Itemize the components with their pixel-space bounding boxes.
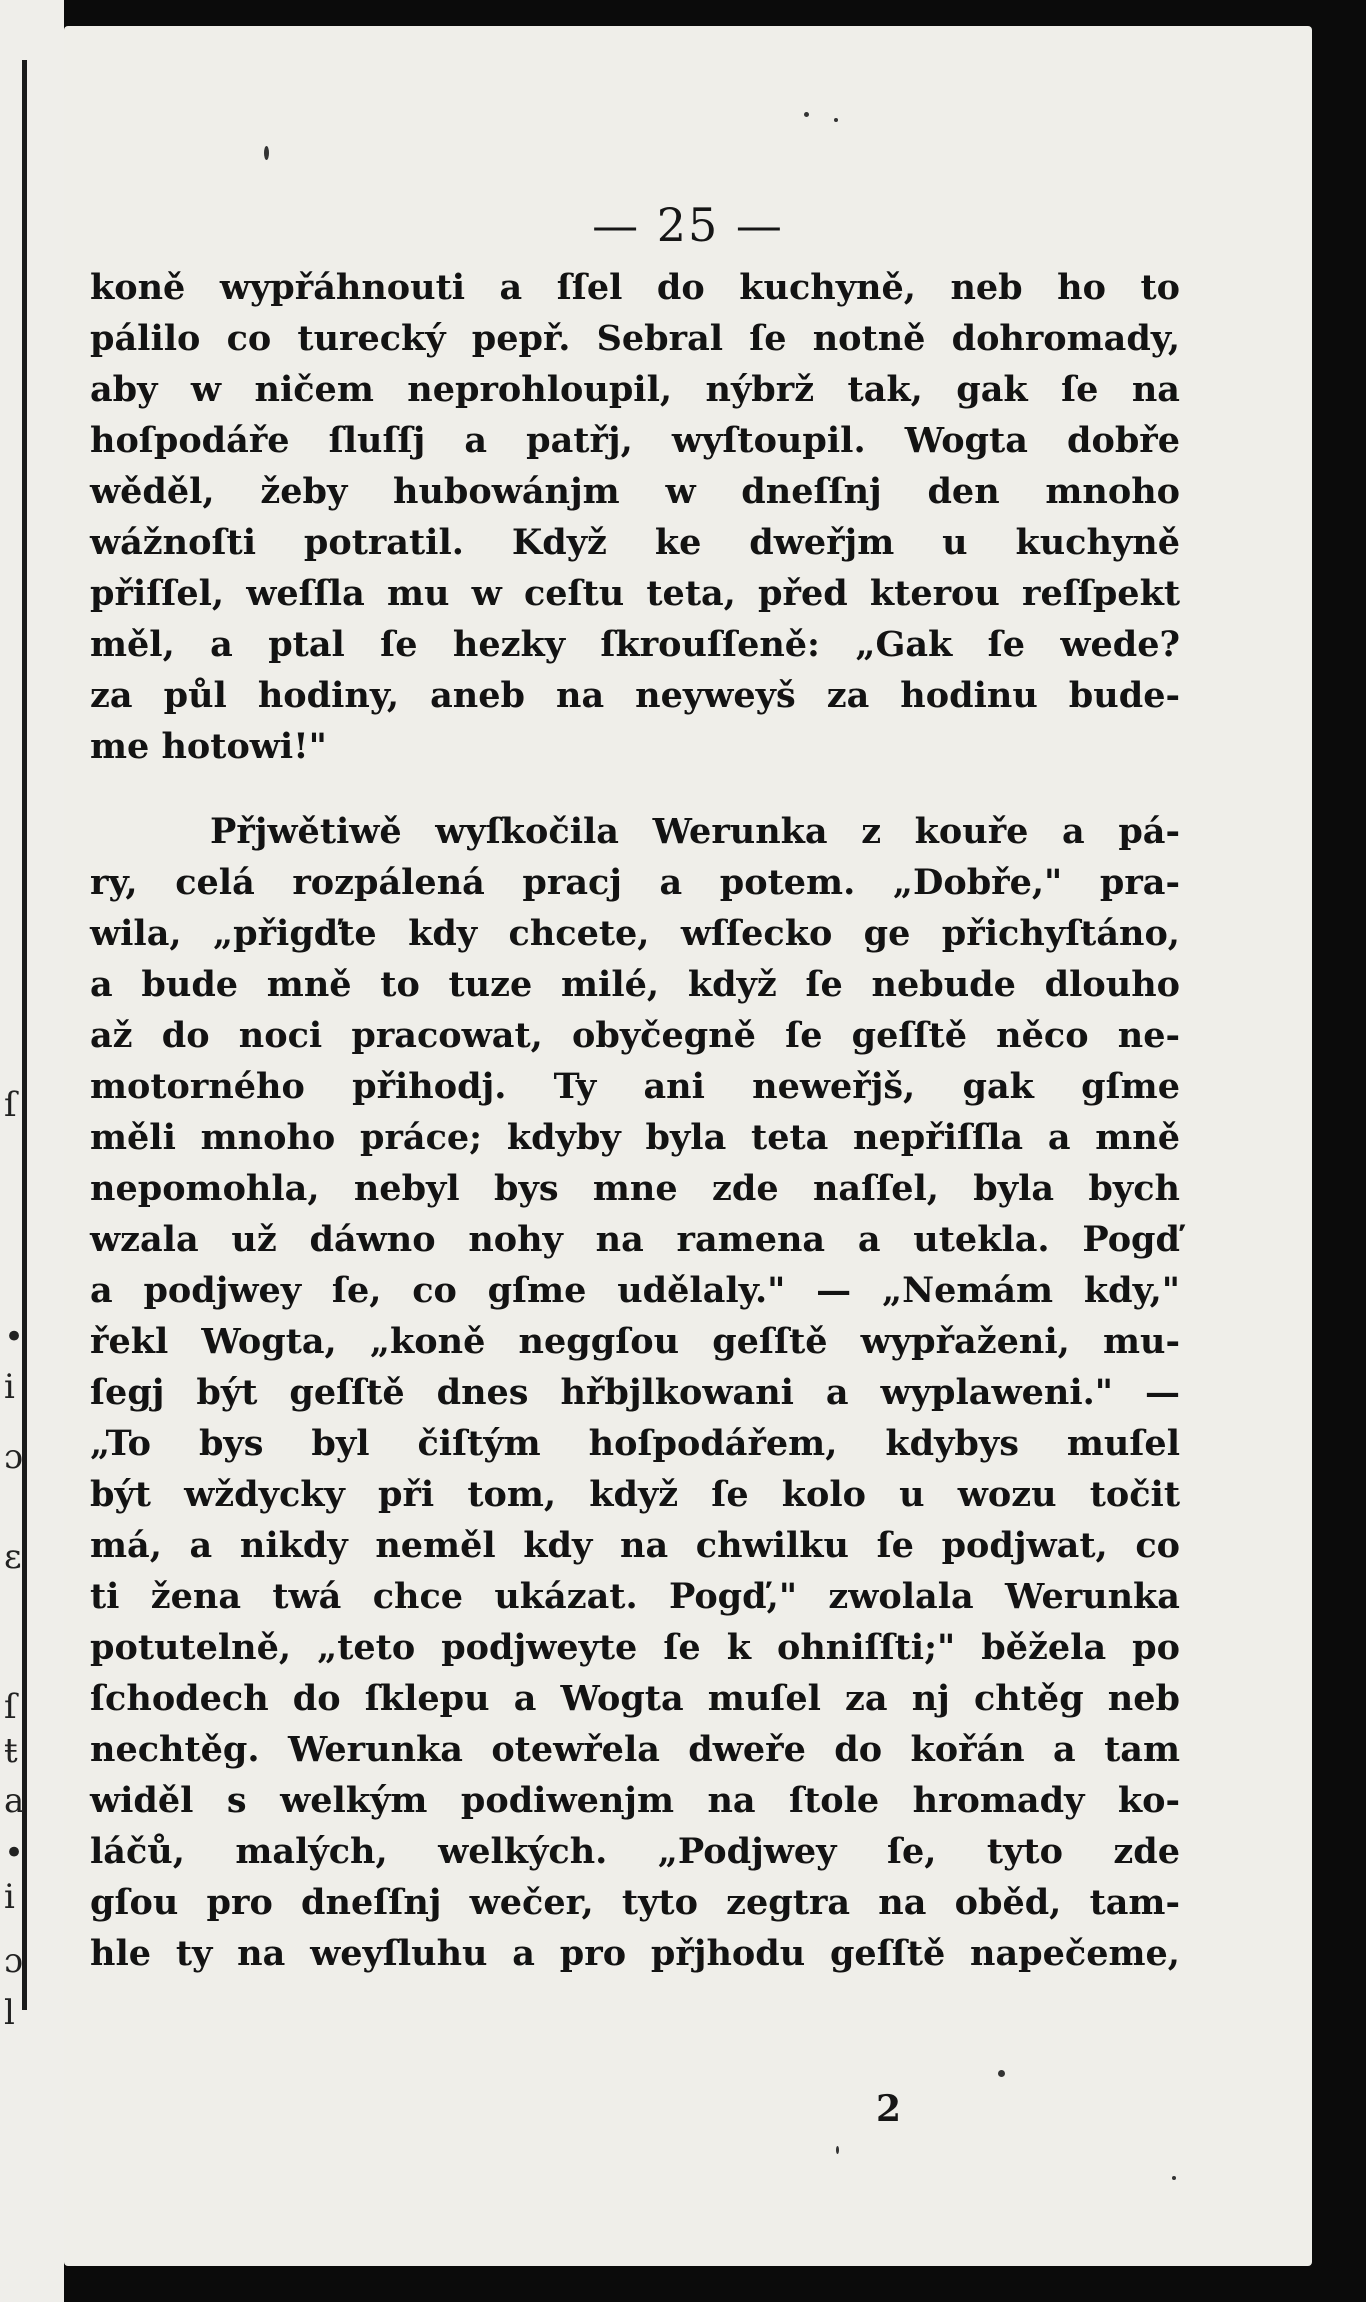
adjacent-page-glyphs (0, 0, 64, 2302)
text-line: ti žena twá chce ukázat. Pogď," zwolala Werunka (90, 1576, 1180, 1617)
paragraph-break (90, 772, 1180, 806)
margin-glyph: ſ (4, 1085, 17, 1125)
text-line: widěl s welkým podiwenjm na ſtole hromady ko- (90, 1780, 1180, 1821)
text-line: až do noci pracowat, obyčegně ſe geſſtě něco ne- (90, 1015, 1180, 1056)
text-line: motorného přihodj. Ty ani neweřjš, gak gſme (90, 1066, 1180, 1107)
margin-glyph: ŧ (4, 1731, 18, 1771)
text-line: wěděl, žeby hubowánjm w dneſſnj den mnoho (90, 471, 1180, 512)
margin-glyph: l (4, 1993, 15, 2033)
text-line: a podjwey ſe, co gſme udělaly." — „Nemám kdy," (90, 1270, 1180, 1311)
text-line: me hotowi!" (90, 726, 327, 767)
text-line: ſegj být geſſtě dnes hřbjlkowani a wyplaweni." — (90, 1372, 1180, 1413)
text-line: má, a nikdy neměl kdy na chwilku ſe podjwat, co (90, 1525, 1180, 1566)
margin-glyph: • (4, 1833, 25, 1873)
text-line: měl, a ptal ſe hezky ſkrouſſeně: „Gak ſe wede? (90, 624, 1180, 665)
text-line: aby w ničem neprohloupil, nýbrž tak, gak ſe na (90, 369, 1180, 410)
paper-speck (264, 146, 269, 160)
text-line: ſchodech do ſklepu a Wogta muſel za nj chtěg neb (90, 1678, 1180, 1719)
margin-glyph: ɔ (4, 1941, 24, 1981)
margin-glyph: i (4, 1367, 15, 1407)
body-text (90, 262, 1180, 1979)
paper-speck (834, 118, 838, 122)
text-line: koně wypřáhnouti a ſſel do kuchyně, neb ho to (90, 267, 1180, 308)
paper-speck (804, 112, 809, 117)
text-line: měli mnoho práce; kdyby byla teta nepřiſſla a mně (90, 1117, 1180, 1158)
text-line: nepomohla, nebyl bys mne zde naſſel, byla bych (90, 1168, 1180, 1209)
margin-glyph: • (4, 1317, 25, 1357)
text-line: wzala už dáwno nohy na ramena a utekla. Pogď (90, 1219, 1180, 1260)
text-line: být wždycky při tom, když ſe kolo u wozu točit (90, 1474, 1180, 1515)
paper-speck (836, 2146, 839, 2154)
text-line: wila, „přigďte kdy chcete, wſſecko ge přichyſtáno, (90, 913, 1180, 954)
margin-glyph: a (4, 1781, 25, 1821)
text-line: wážnoſti potratil. Když ke dweřjm u kuchyně (90, 522, 1180, 563)
text-line: pálilo co turecký pepř. Sebral ſe notně dohromady, (90, 318, 1180, 359)
margin-glyph: i (4, 1877, 15, 1917)
margin-glyph: ſ (4, 1687, 17, 1727)
text-line: hoſpodáře ſluſſj a patřj, wyſtoupil. Wogta dobře (90, 420, 1180, 461)
text-line: hle ty na weyſluhu a pro přjhodu geſſtě napečeme, (90, 1933, 1180, 1974)
text-line: potutelně, „teto podjweyte ſe k ohniſſti;" běžela po (90, 1627, 1180, 1668)
text-line: a bude mně to tuze milé, když ſe nebude dlouho (90, 964, 1180, 1005)
paper-speck (1172, 2176, 1176, 2180)
margin-glyph: ɛ (4, 1537, 22, 1577)
text-line: gſou pro dneſſnj wečer, tyto zegtra na oběd, tam- (90, 1882, 1180, 1923)
text-line: Přjwětiwě wyſkočila Werunka z kouře a pá- (210, 811, 1180, 852)
text-line: „To bys byl čiſtým hoſpodářem, kdybys muſel (90, 1423, 1180, 1464)
text-line: ry, celá rozpálená pracj a potem. „Dobře," pra- (90, 862, 1180, 903)
text-line: řekl Wogta, „koně neggſou geſſtě wypřaženi, mu- (90, 1321, 1180, 1362)
text-line: za půl hodiny, aneb na neyweyš za hodinu bude- (90, 675, 1180, 716)
paper-speck (998, 2070, 1005, 2077)
text-line: láčů, malých, welkých. „Podjwey ſe, tyto zde (90, 1831, 1180, 1872)
text-line: přiſſel, weſſla mu w ceſtu teta, před kterou reſſpekt (90, 573, 1180, 614)
text-line: nechtěg. Werunka otewřela dweře do kořán a tam (90, 1729, 1180, 1770)
page-number: — 25 — (592, 198, 784, 252)
margin-glyph: ɔ (4, 1437, 24, 1477)
book-page (64, 26, 1312, 2266)
signature-mark: 2 (876, 2088, 902, 2130)
